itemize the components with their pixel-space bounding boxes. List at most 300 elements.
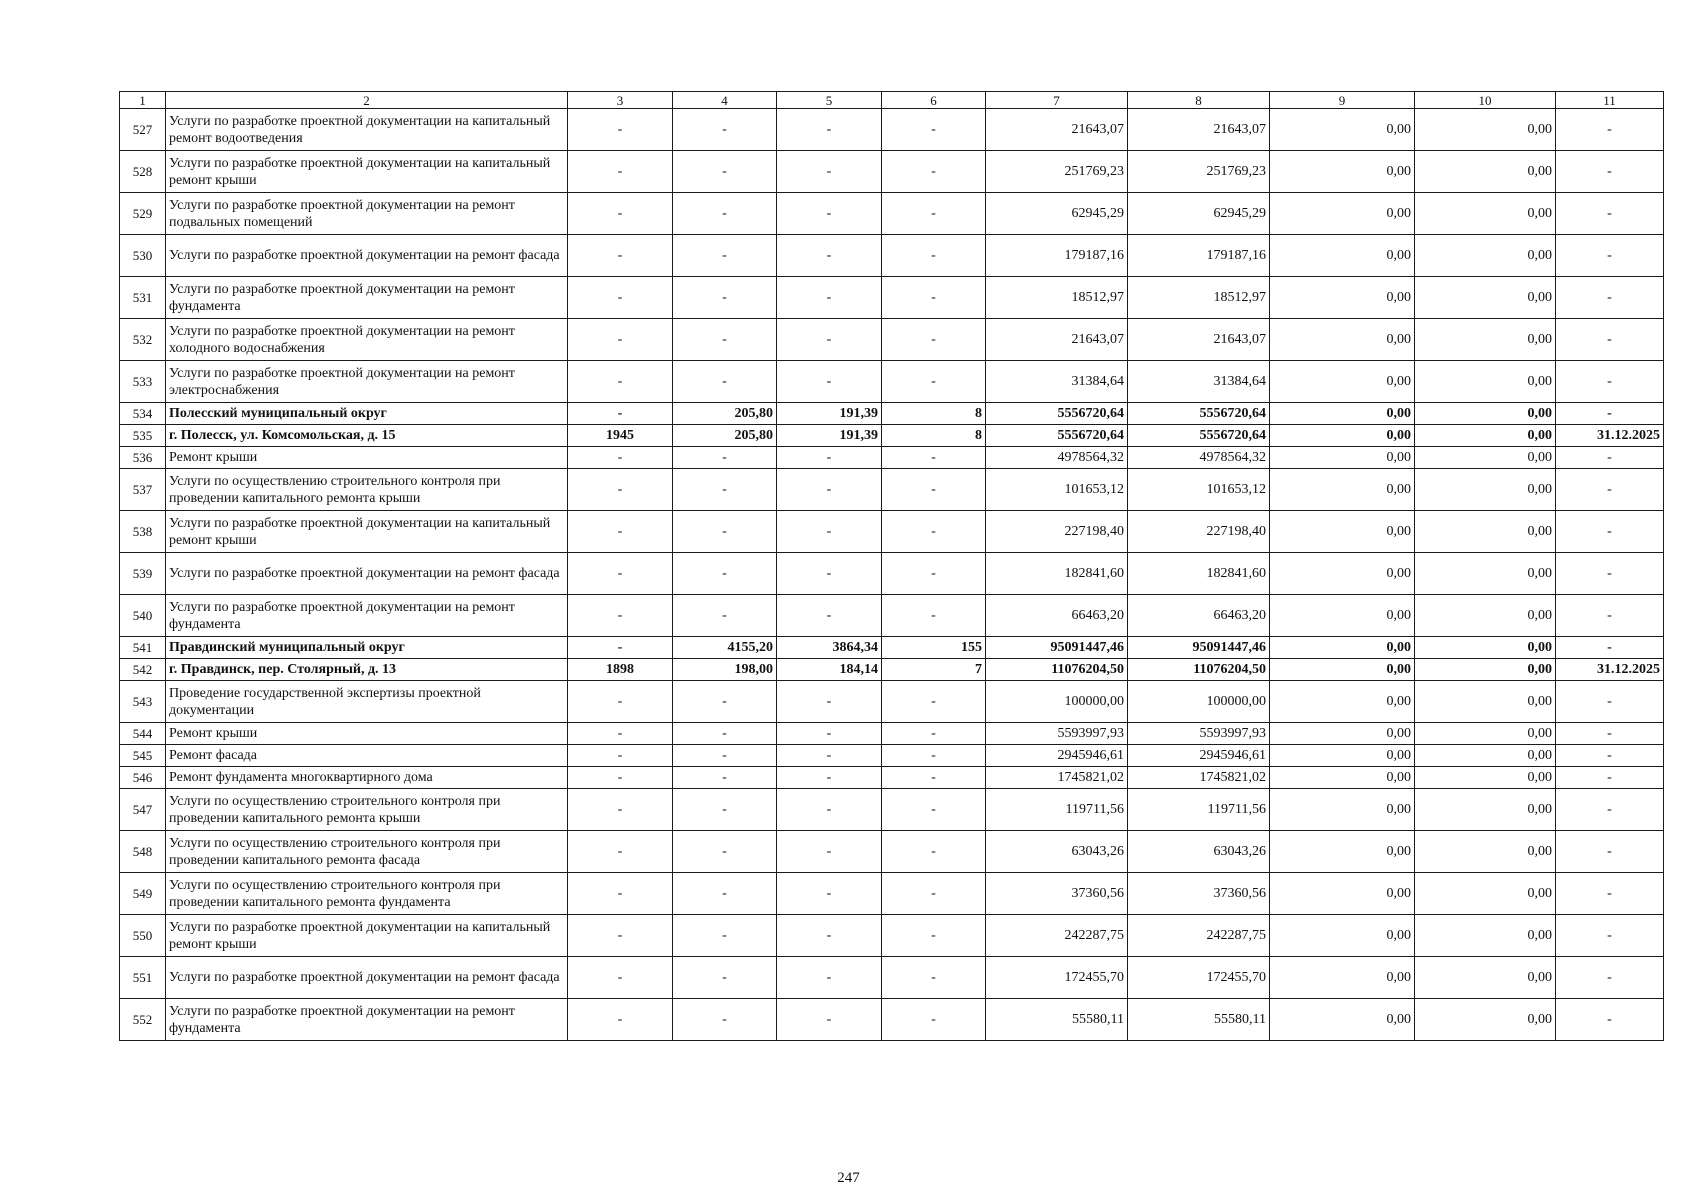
col6-cell: - (882, 999, 986, 1041)
col3-cell: - (568, 403, 673, 425)
col5-cell: - (777, 553, 882, 595)
col7-cell: 1745821,02 (986, 767, 1128, 789)
col9-cell: 0,00 (1270, 637, 1415, 659)
col6-cell: - (882, 767, 986, 789)
col3-cell: - (568, 723, 673, 745)
row-number-cell: 533 (120, 361, 166, 403)
col11-cell: - (1556, 915, 1664, 957)
table-row (120, 469, 1664, 511)
col7-cell: 31384,64 (986, 361, 1128, 403)
work-name-cell: Услуги по разработке проектной документации на ремонт фасада (166, 957, 568, 999)
col10-cell: 0,00 (1415, 403, 1556, 425)
row-number-cell: 543 (120, 681, 166, 723)
work-name-cell: Услуги по разработке проектной документации на капитальный ремонт крыши (166, 151, 568, 193)
col11-cell: - (1556, 553, 1664, 595)
col11-cell: - (1556, 789, 1664, 831)
work-name-cell: г. Правдинск, пер. Столярный, д. 13 (166, 659, 568, 681)
col8-cell: 172455,70 (1128, 957, 1270, 999)
col4-cell: - (673, 745, 777, 767)
col4-cell: - (673, 447, 777, 469)
col7-cell: 100000,00 (986, 681, 1128, 723)
col4-cell: - (673, 723, 777, 745)
col6-cell: - (882, 151, 986, 193)
col8-cell: 21643,07 (1128, 319, 1270, 361)
col6-cell: - (882, 873, 986, 915)
col4-cell: - (673, 595, 777, 637)
table-row (120, 999, 1664, 1041)
work-name-cell: Услуги по разработке проектной документации на ремонт электроснабжения (166, 361, 568, 403)
row-number-cell: 544 (120, 723, 166, 745)
col3-cell: - (568, 235, 673, 277)
col10-cell: 0,00 (1415, 151, 1556, 193)
header-cell: 1 (120, 92, 166, 109)
work-name-cell: Ремонт фасада (166, 745, 568, 767)
col8-cell: 95091447,46 (1128, 637, 1270, 659)
table-row (120, 425, 1664, 447)
col8-cell: 62945,29 (1128, 193, 1270, 235)
col5-cell: - (777, 915, 882, 957)
col3-cell: - (568, 595, 673, 637)
table-row (120, 745, 1664, 767)
work-name-cell: Услуги по осуществлению строительного контроля при проведении капитального ремонта фундамента (166, 873, 568, 915)
table-row (120, 723, 1664, 745)
col9-cell: 0,00 (1270, 109, 1415, 151)
work-name-cell: Услуги по разработке проектной документации на ремонт подвальных помещений (166, 193, 568, 235)
work-name-cell: Ремонт фундамента многоквартирного дома (166, 767, 568, 789)
col6-cell: - (882, 361, 986, 403)
col9-cell: 0,00 (1270, 681, 1415, 723)
col6-cell: - (882, 109, 986, 151)
col5-cell: - (777, 767, 882, 789)
col9-cell: 0,00 (1270, 151, 1415, 193)
col4-cell: - (673, 235, 777, 277)
work-name-cell: Услуги по осуществлению строительного контроля при проведении капитального ремонта крыши (166, 789, 568, 831)
col10-cell: 0,00 (1415, 723, 1556, 745)
col9-cell: 0,00 (1270, 277, 1415, 319)
col7-cell: 11076204,50 (986, 659, 1128, 681)
col7-cell: 179187,16 (986, 235, 1128, 277)
work-name-cell: Услуги по осуществлению строительного контроля при проведении капитального ремонта фасада (166, 831, 568, 873)
col11-cell: - (1556, 681, 1664, 723)
work-name-cell: Услуги по разработке проектной документации на ремонт фундамента (166, 595, 568, 637)
col6-cell: - (882, 469, 986, 511)
col4-cell: 205,80 (673, 425, 777, 447)
header-cell: 10 (1415, 92, 1556, 109)
col8-cell: 4978564,32 (1128, 447, 1270, 469)
col4-cell: - (673, 151, 777, 193)
row-number-cell: 536 (120, 447, 166, 469)
col11-cell: - (1556, 637, 1664, 659)
col3-cell: - (568, 767, 673, 789)
col10-cell: 0,00 (1415, 915, 1556, 957)
col7-cell: 63043,26 (986, 831, 1128, 873)
col3-cell: - (568, 469, 673, 511)
col3-cell: - (568, 151, 673, 193)
work-name-cell: Полесский муниципальный округ (166, 403, 568, 425)
col5-cell: 184,14 (777, 659, 882, 681)
col3-cell: - (568, 915, 673, 957)
col11-cell: - (1556, 999, 1664, 1041)
col8-cell: 100000,00 (1128, 681, 1270, 723)
col3-cell: - (568, 831, 673, 873)
col8-cell: 5556720,64 (1128, 403, 1270, 425)
col9-cell: 0,00 (1270, 469, 1415, 511)
col4-cell: - (673, 767, 777, 789)
col7-cell: 18512,97 (986, 277, 1128, 319)
col4-cell: - (673, 789, 777, 831)
header-cell: 2 (166, 92, 568, 109)
col5-cell: 191,39 (777, 425, 882, 447)
col3-cell: - (568, 277, 673, 319)
col7-cell: 5556720,64 (986, 425, 1128, 447)
table-row (120, 957, 1664, 999)
col3-cell: - (568, 637, 673, 659)
col9-cell: 0,00 (1270, 403, 1415, 425)
col9-cell: 0,00 (1270, 553, 1415, 595)
col6-cell: - (882, 193, 986, 235)
header-cell: 4 (673, 92, 777, 109)
col7-cell: 172455,70 (986, 957, 1128, 999)
col7-cell: 5556720,64 (986, 403, 1128, 425)
row-number-cell: 527 (120, 109, 166, 151)
row-number-cell: 549 (120, 873, 166, 915)
col7-cell: 227198,40 (986, 511, 1128, 553)
col9-cell: 0,00 (1270, 723, 1415, 745)
header-cell: 7 (986, 92, 1128, 109)
work-name-cell: Услуги по разработке проектной документации на капитальный ремонт крыши (166, 915, 568, 957)
col4-cell: 198,00 (673, 659, 777, 681)
col8-cell: 242287,75 (1128, 915, 1270, 957)
col5-cell: - (777, 745, 882, 767)
col9-cell: 0,00 (1270, 745, 1415, 767)
col10-cell: 0,00 (1415, 511, 1556, 553)
col8-cell: 31384,64 (1128, 361, 1270, 403)
col9-cell: 0,00 (1270, 873, 1415, 915)
col6-cell: - (882, 235, 986, 277)
col5-cell: - (777, 151, 882, 193)
col11-cell: - (1556, 745, 1664, 767)
row-number-cell: 547 (120, 789, 166, 831)
work-name-cell: Услуги по разработке проектной документации на ремонт холодного водоснабжения (166, 319, 568, 361)
header-cell: 9 (1270, 92, 1415, 109)
col10-cell: 0,00 (1415, 659, 1556, 681)
col3-cell: - (568, 789, 673, 831)
col10-cell: 0,00 (1415, 767, 1556, 789)
col7-cell: 95091447,46 (986, 637, 1128, 659)
col10-cell: 0,00 (1415, 595, 1556, 637)
col11-cell: - (1556, 109, 1664, 151)
col10-cell: 0,00 (1415, 235, 1556, 277)
col8-cell: 119711,56 (1128, 789, 1270, 831)
row-number-cell: 537 (120, 469, 166, 511)
table-row (120, 235, 1664, 277)
col3-cell: 1898 (568, 659, 673, 681)
col7-cell: 21643,07 (986, 109, 1128, 151)
col5-cell: - (777, 831, 882, 873)
col11-cell: - (1556, 469, 1664, 511)
data-table (119, 91, 1664, 1041)
col7-cell: 119711,56 (986, 789, 1128, 831)
table-row (120, 151, 1664, 193)
row-number-cell: 532 (120, 319, 166, 361)
col8-cell: 101653,12 (1128, 469, 1270, 511)
col6-cell: - (882, 511, 986, 553)
col5-cell: - (777, 999, 882, 1041)
table-row (120, 319, 1664, 361)
table-row (120, 403, 1664, 425)
col7-cell: 101653,12 (986, 469, 1128, 511)
col10-cell: 0,00 (1415, 447, 1556, 469)
row-number-cell: 550 (120, 915, 166, 957)
col9-cell: 0,00 (1270, 447, 1415, 469)
col4-cell: - (673, 469, 777, 511)
table-body (120, 109, 1664, 1041)
col6-cell: - (882, 553, 986, 595)
col5-cell: - (777, 681, 882, 723)
col11-cell: - (1556, 151, 1664, 193)
page-number: 247 (837, 1170, 860, 1186)
col9-cell: 0,00 (1270, 831, 1415, 873)
col5-cell: - (777, 109, 882, 151)
col10-cell: 0,00 (1415, 999, 1556, 1041)
col3-cell: - (568, 873, 673, 915)
col6-cell: 8 (882, 403, 986, 425)
col5-cell: - (777, 361, 882, 403)
col3-cell: 1945 (568, 425, 673, 447)
col7-cell: 182841,60 (986, 553, 1128, 595)
col9-cell: 0,00 (1270, 957, 1415, 999)
col9-cell: 0,00 (1270, 767, 1415, 789)
col11-cell: - (1556, 403, 1664, 425)
header-row (120, 92, 1664, 109)
col5-cell: - (777, 723, 882, 745)
col6-cell: - (882, 277, 986, 319)
col4-cell: - (673, 193, 777, 235)
col11-cell: - (1556, 447, 1664, 469)
col7-cell: 66463,20 (986, 595, 1128, 637)
col6-cell: - (882, 957, 986, 999)
table-row (120, 553, 1664, 595)
col10-cell: 0,00 (1415, 109, 1556, 151)
col5-cell: - (777, 789, 882, 831)
table-row (120, 915, 1664, 957)
col4-cell: - (673, 277, 777, 319)
col11-cell: - (1556, 957, 1664, 999)
col8-cell: 182841,60 (1128, 553, 1270, 595)
col8-cell: 37360,56 (1128, 873, 1270, 915)
col4-cell: - (673, 957, 777, 999)
col4-cell: - (673, 109, 777, 151)
header-cell: 8 (1128, 92, 1270, 109)
col9-cell: 0,00 (1270, 595, 1415, 637)
col8-cell: 55580,11 (1128, 999, 1270, 1041)
col4-cell: - (673, 831, 777, 873)
row-number-cell: 551 (120, 957, 166, 999)
col3-cell: - (568, 553, 673, 595)
col9-cell: 0,00 (1270, 319, 1415, 361)
row-number-cell: 540 (120, 595, 166, 637)
work-name-cell: Услуги по разработке проектной документации на ремонт фундамента (166, 999, 568, 1041)
col5-cell: - (777, 319, 882, 361)
work-name-cell: Услуги по осуществлению строительного контроля при проведении капитального ремонта крыши (166, 469, 568, 511)
table-row (120, 767, 1664, 789)
col9-cell: 0,00 (1270, 361, 1415, 403)
row-number-cell: 545 (120, 745, 166, 767)
col7-cell: 62945,29 (986, 193, 1128, 235)
col5-cell: - (777, 957, 882, 999)
col5-cell: - (777, 235, 882, 277)
col6-cell: - (882, 789, 986, 831)
col11-cell: - (1556, 767, 1664, 789)
work-name-cell: Правдинский муниципальный округ (166, 637, 568, 659)
col3-cell: - (568, 109, 673, 151)
col10-cell: 0,00 (1415, 193, 1556, 235)
col4-cell: - (673, 999, 777, 1041)
col10-cell: 0,00 (1415, 957, 1556, 999)
col10-cell: 0,00 (1415, 319, 1556, 361)
work-name-cell: Проведение государственной экспертизы проектной документации (166, 681, 568, 723)
table-row (120, 361, 1664, 403)
header-cell: 3 (568, 92, 673, 109)
col7-cell: 251769,23 (986, 151, 1128, 193)
table-row (120, 873, 1664, 915)
row-number-cell: 552 (120, 999, 166, 1041)
table-row (120, 681, 1664, 723)
col10-cell: 0,00 (1415, 745, 1556, 767)
col3-cell: - (568, 447, 673, 469)
col8-cell: 66463,20 (1128, 595, 1270, 637)
col3-cell: - (568, 745, 673, 767)
col9-cell: 0,00 (1270, 789, 1415, 831)
col10-cell: 0,00 (1415, 361, 1556, 403)
col8-cell: 5556720,64 (1128, 425, 1270, 447)
col6-cell: 8 (882, 425, 986, 447)
row-number-cell: 539 (120, 553, 166, 595)
row-number-cell: 534 (120, 403, 166, 425)
col10-cell: 0,00 (1415, 469, 1556, 511)
col11-cell: - (1556, 361, 1664, 403)
col8-cell: 21643,07 (1128, 109, 1270, 151)
row-number-cell: 535 (120, 425, 166, 447)
col11-cell: - (1556, 873, 1664, 915)
col7-cell: 55580,11 (986, 999, 1128, 1041)
work-name-cell: Ремонт крыши (166, 723, 568, 745)
col9-cell: 0,00 (1270, 235, 1415, 277)
col5-cell: - (777, 193, 882, 235)
col3-cell: - (568, 319, 673, 361)
table-row (120, 637, 1664, 659)
col6-cell: - (882, 831, 986, 873)
col3-cell: - (568, 681, 673, 723)
col8-cell: 18512,97 (1128, 277, 1270, 319)
col11-cell: - (1556, 277, 1664, 319)
col6-cell: - (882, 319, 986, 361)
col8-cell: 227198,40 (1128, 511, 1270, 553)
col7-cell: 21643,07 (986, 319, 1128, 361)
col3-cell: - (568, 999, 673, 1041)
col7-cell: 5593997,93 (986, 723, 1128, 745)
col11-cell: 31.12.2025 (1556, 659, 1664, 681)
col6-cell: - (882, 915, 986, 957)
col10-cell: 0,00 (1415, 873, 1556, 915)
work-name-cell: Услуги по разработке проектной документации на капитальный ремонт водоотведения (166, 109, 568, 151)
col7-cell: 37360,56 (986, 873, 1128, 915)
table-row (120, 447, 1664, 469)
col10-cell: 0,00 (1415, 681, 1556, 723)
col9-cell: 0,00 (1270, 425, 1415, 447)
col6-cell: 7 (882, 659, 986, 681)
work-name-cell: Услуги по разработке проектной документации на ремонт фасада (166, 235, 568, 277)
col5-cell: - (777, 447, 882, 469)
col10-cell: 0,00 (1415, 831, 1556, 873)
table-row (120, 193, 1664, 235)
table-row (120, 511, 1664, 553)
col9-cell: 0,00 (1270, 915, 1415, 957)
work-name-cell: Услуги по разработке проектной документации на капитальный ремонт крыши (166, 511, 568, 553)
col4-cell: - (673, 915, 777, 957)
col6-cell: 155 (882, 637, 986, 659)
col4-cell: - (673, 873, 777, 915)
col6-cell: - (882, 447, 986, 469)
table-row (120, 109, 1664, 151)
table-row (120, 659, 1664, 681)
col8-cell: 2945946,61 (1128, 745, 1270, 767)
col8-cell: 11076204,50 (1128, 659, 1270, 681)
row-number-cell: 546 (120, 767, 166, 789)
col8-cell: 179187,16 (1128, 235, 1270, 277)
col5-cell: 191,39 (777, 403, 882, 425)
row-number-cell: 538 (120, 511, 166, 553)
table-row (120, 831, 1664, 873)
row-number-cell: 542 (120, 659, 166, 681)
col6-cell: - (882, 595, 986, 637)
col8-cell: 5593997,93 (1128, 723, 1270, 745)
col10-cell: 0,00 (1415, 277, 1556, 319)
col11-cell: - (1556, 831, 1664, 873)
col4-cell: - (673, 319, 777, 361)
header-cell: 11 (1556, 92, 1664, 109)
col7-cell: 4978564,32 (986, 447, 1128, 469)
work-name-cell: г. Полесск, ул. Комсомольская, д. 15 (166, 425, 568, 447)
col7-cell: 242287,75 (986, 915, 1128, 957)
col3-cell: - (568, 361, 673, 403)
col11-cell: - (1556, 595, 1664, 637)
row-number-cell: 528 (120, 151, 166, 193)
col4-cell: - (673, 681, 777, 723)
col9-cell: 0,00 (1270, 511, 1415, 553)
col4-cell: 4155,20 (673, 637, 777, 659)
col10-cell: 0,00 (1415, 637, 1556, 659)
row-number-cell: 531 (120, 277, 166, 319)
row-number-cell: 529 (120, 193, 166, 235)
col8-cell: 1745821,02 (1128, 767, 1270, 789)
row-number-cell: 541 (120, 637, 166, 659)
col11-cell: 31.12.2025 (1556, 425, 1664, 447)
col3-cell: - (568, 511, 673, 553)
col4-cell: - (673, 361, 777, 403)
col3-cell: - (568, 957, 673, 999)
table-row (120, 789, 1664, 831)
col11-cell: - (1556, 235, 1664, 277)
col9-cell: 0,00 (1270, 193, 1415, 235)
col4-cell: 205,80 (673, 403, 777, 425)
col7-cell: 2945946,61 (986, 745, 1128, 767)
col11-cell: - (1556, 723, 1664, 745)
col10-cell: 0,00 (1415, 553, 1556, 595)
row-number-cell: 530 (120, 235, 166, 277)
work-name-cell: Услуги по разработке проектной документации на ремонт фундамента (166, 277, 568, 319)
col9-cell: 0,00 (1270, 999, 1415, 1041)
